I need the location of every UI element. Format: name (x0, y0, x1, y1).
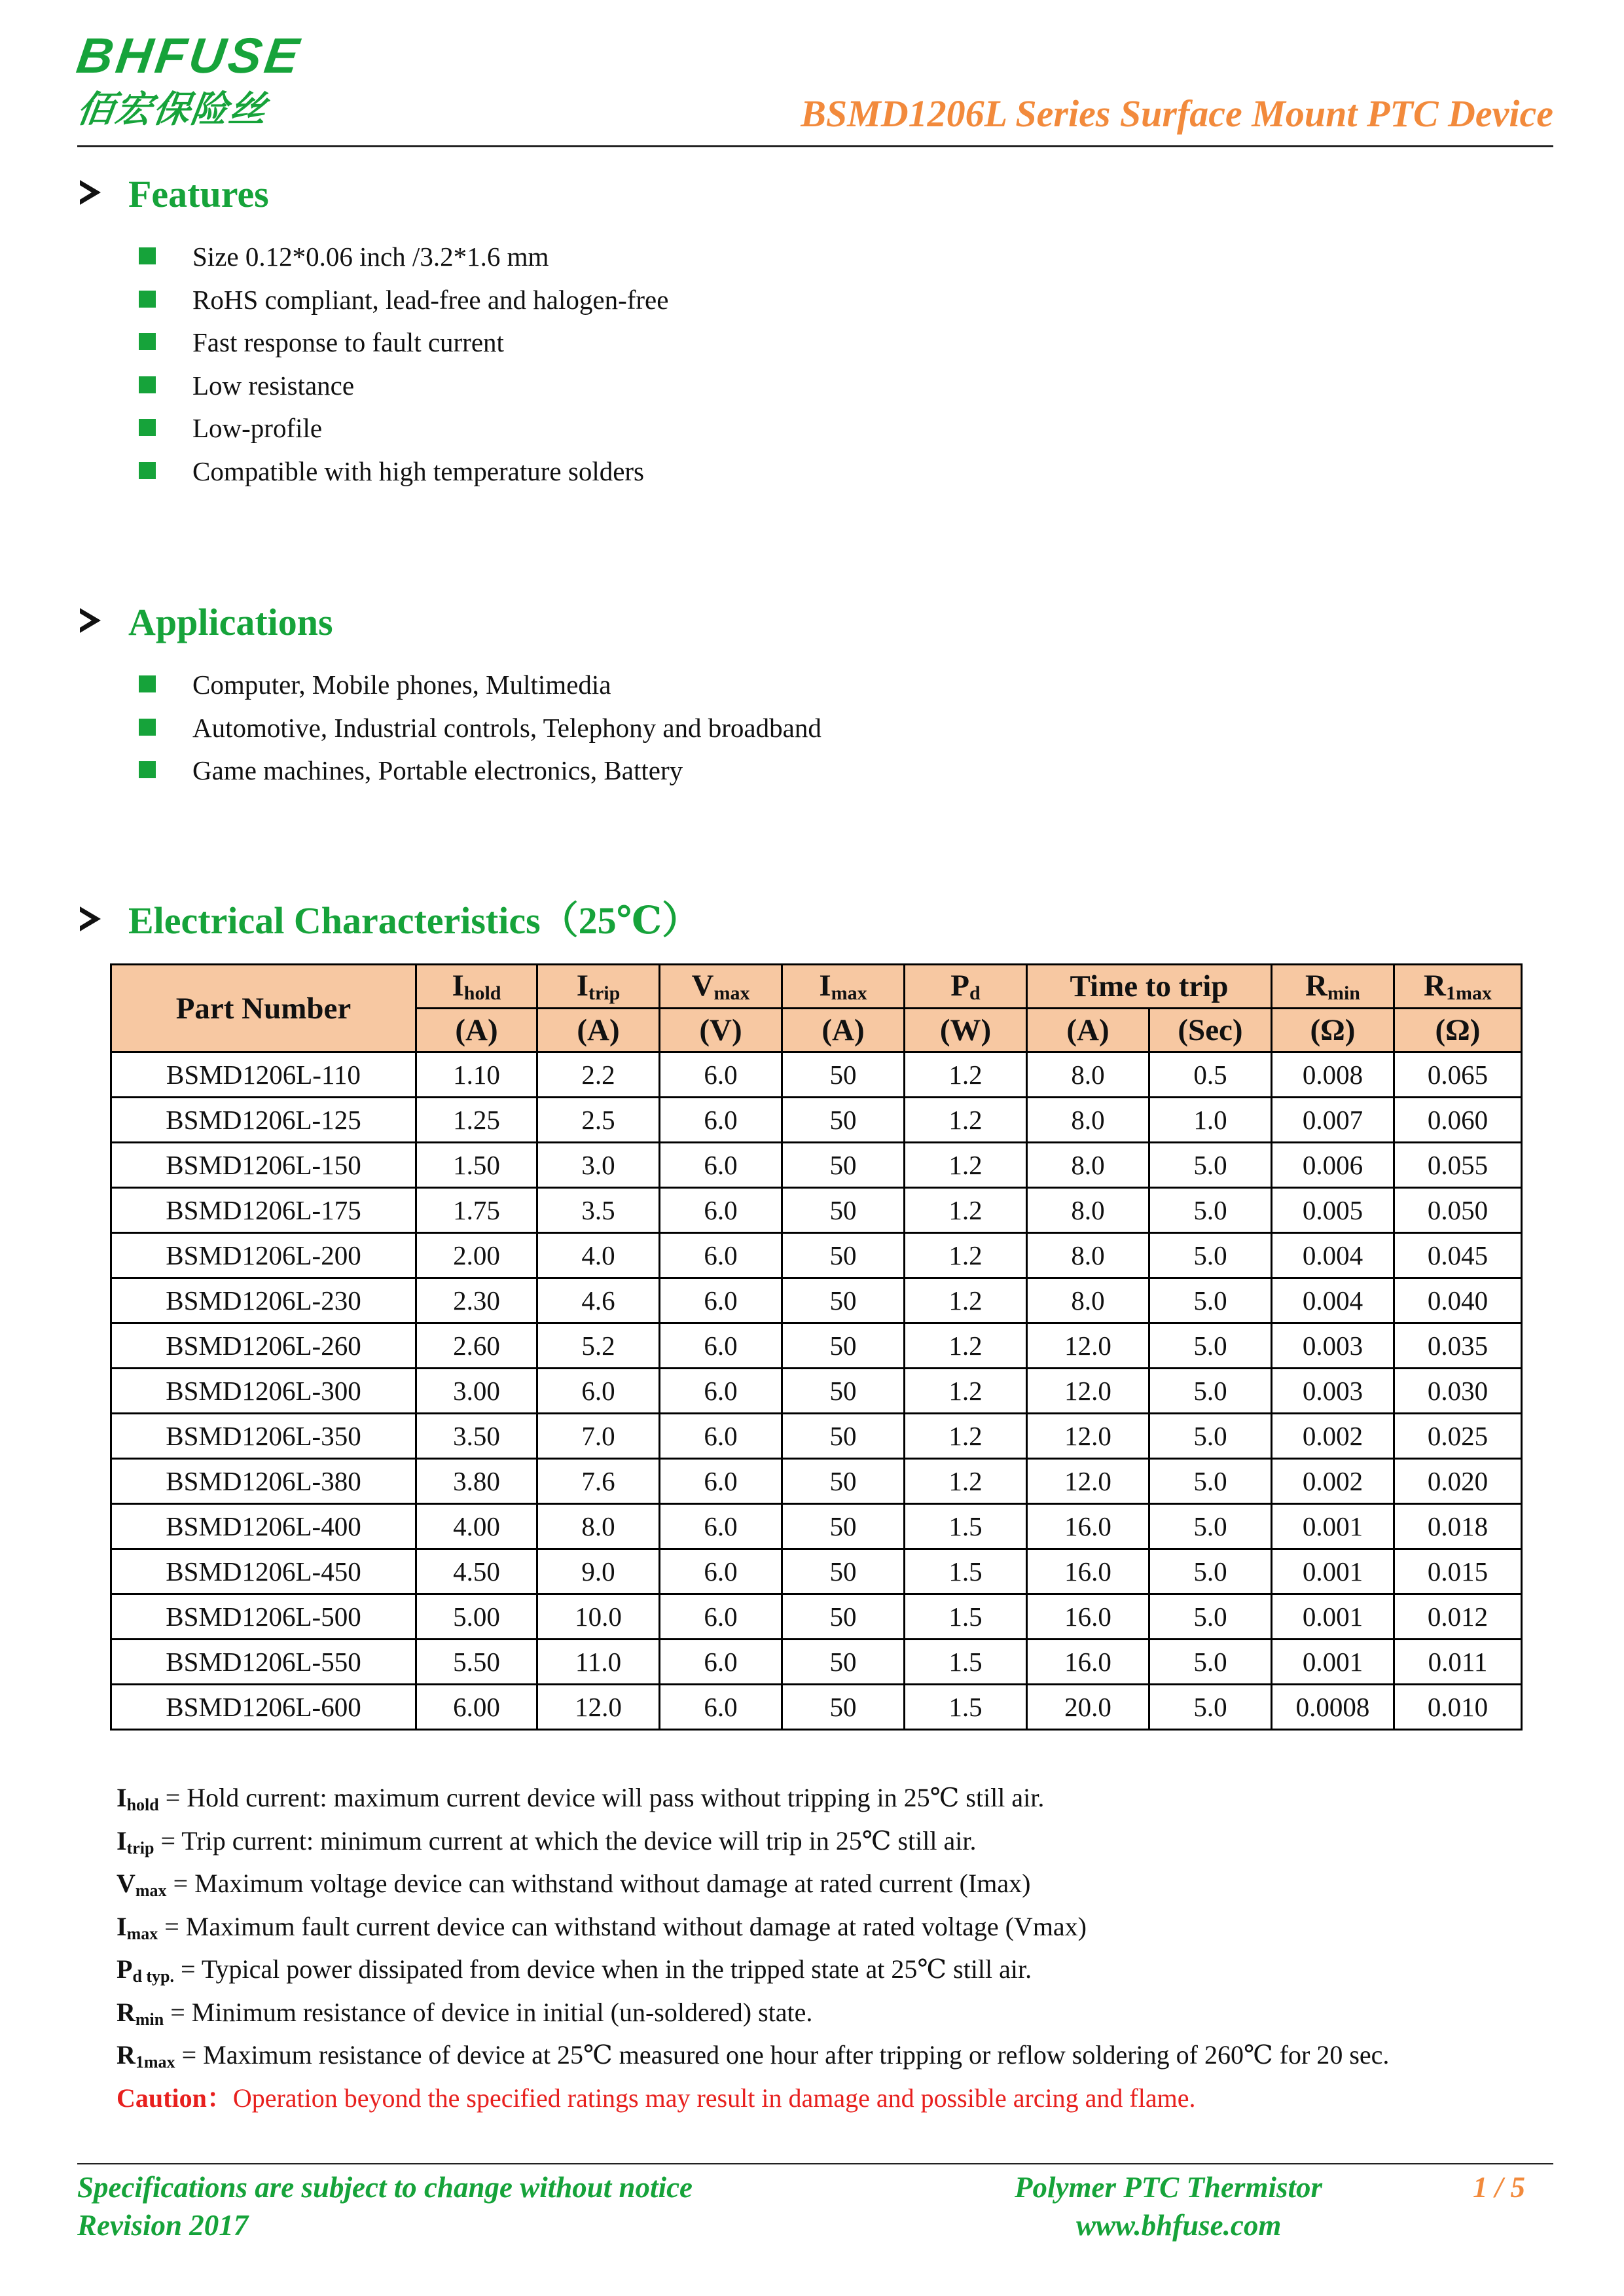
features-list (136, 236, 668, 493)
column-header-vmax: $V_{max}$ (660, 965, 782, 1009)
unit-ihold: (A) (416, 1009, 537, 1052)
feature-text: Low-profile (192, 413, 323, 443)
list-item (136, 407, 668, 450)
cell: 8.0 (1027, 1188, 1149, 1233)
header-divider (77, 145, 1553, 147)
table-row (111, 1369, 1522, 1414)
cell: 5.0 (1149, 1549, 1272, 1594)
footer-product: Polymer PTC Thermistor (1015, 2171, 1322, 2204)
cell: 5.0 (1149, 1369, 1272, 1414)
cell: 7.0 (537, 1414, 660, 1459)
cell: 5.0 (1149, 1143, 1272, 1188)
square-bullet-icon (139, 291, 156, 308)
column-header-pd: $P_d$ (905, 965, 1027, 1009)
cell: 0.055 (1394, 1143, 1522, 1188)
table-row (111, 1143, 1522, 1188)
features-heading (77, 175, 269, 213)
cell: 6.0 (660, 1685, 782, 1730)
cell: 50 (782, 1323, 905, 1369)
cell: 2.60 (416, 1323, 537, 1369)
cell: 1.75 (416, 1188, 537, 1233)
cell: 2.30 (416, 1278, 537, 1323)
cell: 0.008 (1272, 1052, 1394, 1098)
definition-itrip: $I_{trip}$ = Trip current: minimum current at which the device will trip in 25℃ still air. (117, 1825, 977, 1857)
cell: 0.001 (1272, 1549, 1394, 1594)
cell: 50 (782, 1459, 905, 1504)
cell: 5.0 (1149, 1233, 1272, 1278)
cell: 0.025 (1394, 1414, 1522, 1459)
cell: 10.0 (537, 1594, 660, 1640)
cell: 0.004 (1272, 1278, 1394, 1323)
table-row (111, 1233, 1522, 1278)
cell: 8.0 (1027, 1143, 1149, 1188)
cell: 3.80 (416, 1459, 537, 1504)
feature-text: Fast response to fault current (192, 327, 504, 357)
definition-rmin: $R_{min}$ = Minimum resistance of device in initial (un-soldered) state. (117, 1997, 813, 2029)
definition-r1max: $R_{1max}$ = Maximum resistance of device at 25℃ measured one hour after tripping or reflow soldering of 260℃ for 20 sec. (117, 2040, 1390, 2072)
chevron-right-icon (77, 902, 128, 940)
cell: 1.2 (905, 1459, 1027, 1504)
cell: 4.50 (416, 1549, 537, 1594)
cell: 5.0 (1149, 1594, 1272, 1640)
cell: 1.2 (905, 1098, 1027, 1143)
electrical-title: Electrical Characteristics（25℃） (128, 899, 700, 942)
cell: 0.003 (1272, 1369, 1394, 1414)
cell: 6.0 (660, 1143, 782, 1188)
cell: 16.0 (1027, 1594, 1149, 1640)
cell: 5.50 (416, 1640, 537, 1685)
cell: 50 (782, 1504, 905, 1549)
cell: 50 (782, 1278, 905, 1323)
applications-heading (77, 603, 333, 641)
cell: 6.0 (660, 1594, 782, 1640)
cell: 50 (782, 1098, 905, 1143)
unit-time-to-trip-seconds: (Sec) (1149, 1009, 1272, 1052)
column-header-rmin: $R_{min}$ (1272, 965, 1394, 1009)
cell: 50 (782, 1414, 905, 1459)
cell: 0.0008 (1272, 1685, 1394, 1730)
cell: 5.0 (1149, 1685, 1272, 1730)
cell: 1.5 (905, 1504, 1027, 1549)
cell: 0.065 (1394, 1052, 1522, 1098)
cell: 50 (782, 1549, 905, 1594)
unit-vmax: (V) (660, 1009, 782, 1052)
cell: 1.5 (905, 1685, 1027, 1730)
cell: 1.5 (905, 1594, 1027, 1640)
electrical-characteristics-table (110, 963, 1523, 1731)
cell: BSMD1206L-300 (111, 1369, 416, 1414)
cell: 0.060 (1394, 1098, 1522, 1143)
cell: 1.2 (905, 1143, 1027, 1188)
cell: BSMD1206L-350 (111, 1414, 416, 1459)
application-text: Computer, Mobile phones, Multimedia (192, 670, 611, 700)
application-text: Automotive, Industrial controls, Telephony and broadband (192, 712, 821, 743)
cell: 50 (782, 1640, 905, 1685)
cell: 0.012 (1394, 1594, 1522, 1640)
caution-text: Operation beyond the specified ratings may result in damage and possible arcing and flame. (232, 2083, 1196, 2113)
cell: 0.006 (1272, 1143, 1394, 1188)
cell: 7.6 (537, 1459, 660, 1504)
column-header-imax: $I_{max}$ (782, 965, 905, 1009)
cell: 2.00 (416, 1233, 537, 1278)
cell: 0.003 (1272, 1323, 1394, 1369)
caution-label: Caution： (117, 2083, 233, 2113)
cell: 3.5 (537, 1188, 660, 1233)
cell: 0.010 (1394, 1685, 1522, 1730)
square-bullet-icon (139, 462, 156, 479)
cell: 6.00 (416, 1685, 537, 1730)
list-item (136, 365, 668, 408)
cell: 0.002 (1272, 1459, 1394, 1504)
unit-imax: (A) (782, 1009, 905, 1052)
cell: 5.0 (1149, 1640, 1272, 1685)
footer-notice: Specifications are subject to change without notice (77, 2171, 693, 2204)
cell: 50 (782, 1233, 905, 1278)
cell: 0.040 (1394, 1278, 1522, 1323)
cell: 1.0 (1149, 1098, 1272, 1143)
cell: 5.0 (1149, 1414, 1272, 1459)
cell: 50 (782, 1594, 905, 1640)
applications-title: Applications (128, 601, 333, 643)
cell: 6.0 (537, 1369, 660, 1414)
cell: 6.0 (660, 1278, 782, 1323)
cell: 8.0 (1027, 1278, 1149, 1323)
cell: 0.007 (1272, 1098, 1394, 1143)
cell: 2.5 (537, 1098, 660, 1143)
cell: 1.5 (905, 1640, 1027, 1685)
cell: 12.0 (1027, 1459, 1149, 1504)
cell: 16.0 (1027, 1549, 1149, 1594)
square-bullet-icon (139, 376, 156, 393)
column-header-itrip: $I_{trip}$ (537, 965, 660, 1009)
feature-text: Low resistance (192, 370, 355, 401)
cell: 4.0 (537, 1233, 660, 1278)
cell: 0.011 (1394, 1640, 1522, 1685)
cell: 0.001 (1272, 1640, 1394, 1685)
chevron-right-icon (77, 603, 128, 641)
cell: BSMD1206L-175 (111, 1188, 416, 1233)
cell: 6.0 (660, 1504, 782, 1549)
cell: 1.25 (416, 1098, 537, 1143)
cell: 5.0 (1149, 1188, 1272, 1233)
cell: 6.0 (660, 1414, 782, 1459)
cell: 12.0 (1027, 1414, 1149, 1459)
cell: 12.0 (1027, 1323, 1149, 1369)
feature-text: Compatible with high temperature solders (192, 456, 645, 486)
cell: 3.50 (416, 1414, 537, 1459)
table-row (111, 1098, 1522, 1143)
cell: 8.0 (537, 1504, 660, 1549)
electrical-heading (77, 899, 700, 942)
cell: BSMD1206L-150 (111, 1143, 416, 1188)
unit-pd: (W) (905, 1009, 1027, 1052)
cell: 6.0 (660, 1098, 782, 1143)
footer-divider (77, 2163, 1553, 2164)
cell: 12.0 (1027, 1369, 1149, 1414)
document-title: BSMD1206L Series Surface Mount PTC Device (801, 92, 1553, 135)
unit-r1max: (Ω) (1394, 1009, 1522, 1052)
cell: 5.0 (1149, 1504, 1272, 1549)
table-row (111, 1188, 1522, 1233)
column-header-time-to-trip: Time to trip (1027, 965, 1272, 1009)
table-row (111, 1549, 1522, 1594)
cell: 4.6 (537, 1278, 660, 1323)
cell: 0.030 (1394, 1369, 1522, 1414)
cell: 1.2 (905, 1323, 1027, 1369)
cell: 0.004 (1272, 1233, 1394, 1278)
cell: 50 (782, 1188, 905, 1233)
cell: 5.2 (537, 1323, 660, 1369)
cell: BSMD1206L-400 (111, 1504, 416, 1549)
definition-pd: $P_{d typ.}$ = Typical power dissipated from device when in the tripped state at 25℃ still air. (117, 1954, 1032, 1986)
cell: 6.0 (660, 1549, 782, 1594)
cell: 0.001 (1272, 1594, 1394, 1640)
cell: 1.10 (416, 1052, 537, 1098)
list-item (136, 236, 668, 279)
list-item (136, 749, 821, 793)
cell: 16.0 (1027, 1640, 1149, 1685)
list-item (136, 450, 668, 493)
cell: 9.0 (537, 1549, 660, 1594)
footer-revision: Revision 2017 (77, 2209, 249, 2242)
column-header-ihold: $I_{hold}$ (416, 965, 537, 1009)
applications-list (136, 664, 821, 793)
cell: 8.0 (1027, 1098, 1149, 1143)
definition-imax: $I_{max}$ = Maximum fault current device can withstand without damage at rated voltage (Vmax) (117, 1911, 1087, 1943)
table-row (111, 1323, 1522, 1369)
cell: 6.0 (660, 1640, 782, 1685)
cell: BSMD1206L-600 (111, 1685, 416, 1730)
table-header (111, 965, 1522, 1052)
square-bullet-icon (139, 333, 156, 350)
definition-vmax: $V_{max}$ = Maximum voltage device can withstand without damage at rated current (Imax) (117, 1869, 1031, 1900)
cell: 0.045 (1394, 1233, 1522, 1278)
square-bullet-icon (139, 719, 156, 736)
cell: 12.0 (537, 1685, 660, 1730)
cell: BSMD1206L-550 (111, 1640, 416, 1685)
feature-text: Size 0.12*0.06 inch /3.2*1.6 mm (192, 242, 549, 272)
cell: BSMD1206L-500 (111, 1594, 416, 1640)
features-title: Features (128, 173, 269, 215)
definition-ihold: $I_{hold}$ = Hold current: maximum current device will pass without tripping in 25℃ still air. (117, 1783, 1045, 1814)
list-item (136, 279, 668, 322)
cell: 11.0 (537, 1640, 660, 1685)
cell: 5.00 (416, 1594, 537, 1640)
list-item (136, 707, 821, 750)
cell: 1.2 (905, 1414, 1027, 1459)
cell: BSMD1206L-380 (111, 1459, 416, 1504)
cell: 5.0 (1149, 1459, 1272, 1504)
parameter-definitions (117, 1776, 1389, 2119)
cell: 50 (782, 1369, 905, 1414)
cell: 6.0 (660, 1369, 782, 1414)
table-row (111, 1594, 1522, 1640)
cell: 0.5 (1149, 1052, 1272, 1098)
cell: 16.0 (1027, 1504, 1149, 1549)
square-bullet-icon (139, 761, 156, 778)
table-row (111, 1459, 1522, 1504)
table-row (111, 1052, 1522, 1098)
table-row (111, 1640, 1522, 1685)
cell: BSMD1206L-230 (111, 1278, 416, 1323)
cell: 0.018 (1394, 1504, 1522, 1549)
logo-chinese: 佰宏保险丝 (74, 88, 270, 131)
cell: 8.0 (1027, 1052, 1149, 1098)
cell: 1.2 (905, 1369, 1027, 1414)
cell: 50 (782, 1143, 905, 1188)
cell: BSMD1206L-110 (111, 1052, 416, 1098)
cell: 50 (782, 1685, 905, 1730)
cell: 3.0 (537, 1143, 660, 1188)
cell: BSMD1206L-450 (111, 1549, 416, 1594)
cell: 0.020 (1394, 1459, 1522, 1504)
cell: 5.0 (1149, 1323, 1272, 1369)
cell: 1.5 (905, 1549, 1027, 1594)
cell: 50 (782, 1052, 905, 1098)
table-row (111, 1414, 1522, 1459)
cell: 2.2 (537, 1052, 660, 1098)
chevron-right-icon (77, 175, 128, 213)
cell: 20.0 (1027, 1685, 1149, 1730)
cell: 0.050 (1394, 1188, 1522, 1233)
square-bullet-icon (139, 247, 156, 264)
cell: 0.035 (1394, 1323, 1522, 1369)
unit-itrip: (A) (537, 1009, 660, 1052)
table-row (111, 1278, 1522, 1323)
cell: 5.0 (1149, 1278, 1272, 1323)
square-bullet-icon (139, 675, 156, 692)
cell: 0.005 (1272, 1188, 1394, 1233)
cell: 6.0 (660, 1233, 782, 1278)
cell: 1.2 (905, 1278, 1027, 1323)
list-item (136, 321, 668, 365)
cell: 3.00 (416, 1369, 537, 1414)
cell: BSMD1206L-260 (111, 1323, 416, 1369)
list-item (136, 664, 821, 707)
caution-note (117, 2077, 1389, 2120)
table-body (111, 1052, 1522, 1730)
feature-text: RoHS compliant, lead-free and halogen-free (192, 284, 669, 315)
cell: 1.50 (416, 1143, 537, 1188)
cell: 0.001 (1272, 1504, 1394, 1549)
cell: 6.0 (660, 1188, 782, 1233)
footer-website: www.bhfuse.com (1076, 2209, 1282, 2242)
application-text: Game machines, Portable electronics, Battery (192, 755, 683, 785)
square-bullet-icon (139, 419, 156, 436)
column-header-r1max: $R_{1max}$ (1394, 965, 1522, 1009)
cell: 0.015 (1394, 1549, 1522, 1594)
page-number: 1 / 5 (1473, 2171, 1526, 2204)
cell: 6.0 (660, 1323, 782, 1369)
logo-brand: BHFUSE (73, 28, 306, 84)
cell: 6.0 (660, 1052, 782, 1098)
cell: 4.00 (416, 1504, 537, 1549)
cell: 0.002 (1272, 1414, 1394, 1459)
cell: 6.0 (660, 1459, 782, 1504)
unit-time-to-trip-current: (A) (1027, 1009, 1149, 1052)
column-header-part-number: Part Number (111, 965, 416, 1052)
cell: 8.0 (1027, 1233, 1149, 1278)
table-row (111, 1685, 1522, 1730)
cell: BSMD1206L-125 (111, 1098, 416, 1143)
cell: 1.2 (905, 1233, 1027, 1278)
unit-rmin: (Ω) (1272, 1009, 1394, 1052)
cell: 1.2 (905, 1052, 1027, 1098)
table-row (111, 1504, 1522, 1549)
cell: 1.2 (905, 1188, 1027, 1233)
cell: BSMD1206L-200 (111, 1233, 416, 1278)
